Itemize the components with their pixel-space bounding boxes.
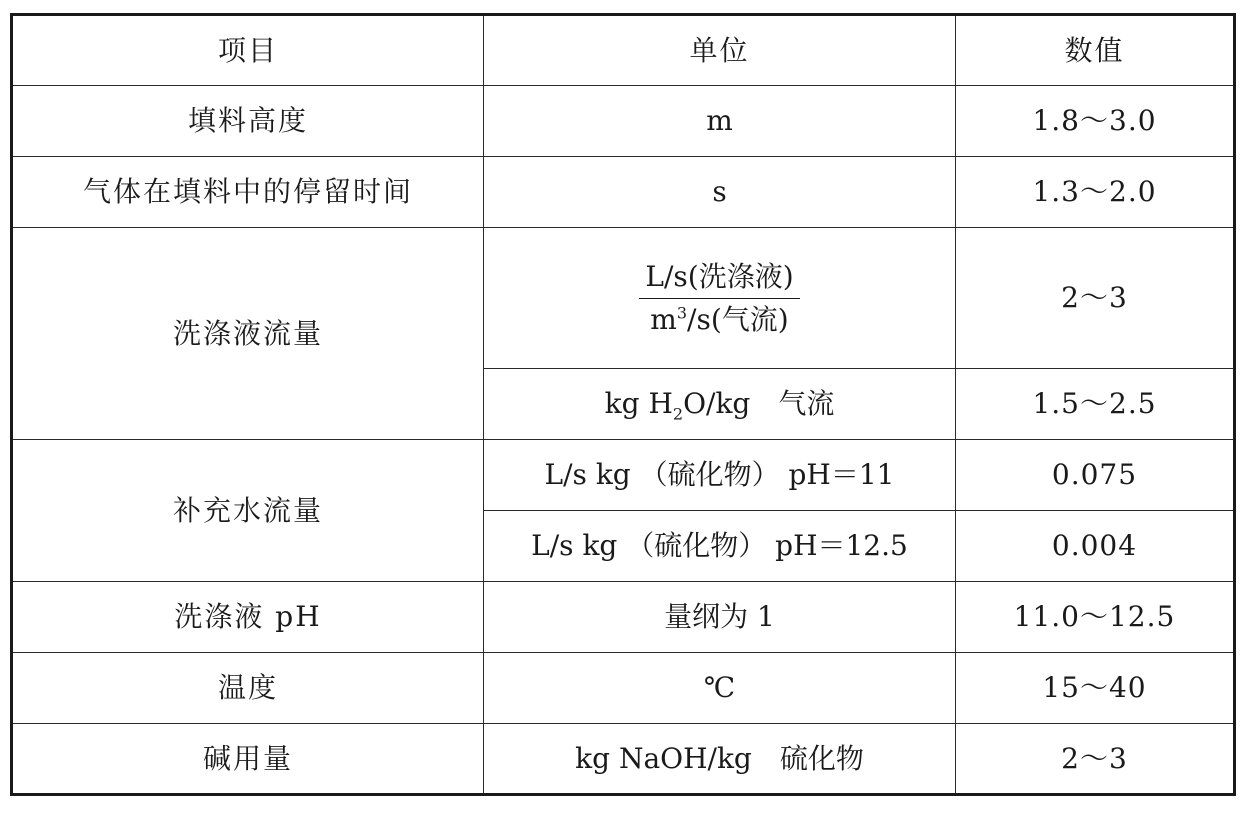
value-scrub-ph: 11.0～12.5: [956, 582, 1235, 653]
table-row: [12, 86, 1235, 157]
unit-gas-residence: s: [484, 157, 956, 228]
unit-packing-height: m: [484, 86, 956, 157]
item-scrub-ph: 洗涤液 pH: [12, 582, 484, 653]
value-packing-height: 1.8～3.0: [956, 86, 1235, 157]
unit2-post: O/kg 气流: [683, 387, 835, 421]
unit2-pre: kg H: [604, 387, 673, 421]
fraction-numerator: L/s(洗涤液): [639, 260, 799, 299]
unit-fraction: [639, 260, 799, 336]
value-alkali: 2～3: [956, 724, 1235, 795]
table-row: [12, 582, 1235, 653]
value-scrub-flow-ratio: 2～3: [956, 228, 1235, 369]
header-item: 项目: [12, 15, 484, 86]
value-makeup-ph11: 0.075: [956, 440, 1235, 511]
unit-scrub-ph: 量纲为 1: [484, 582, 956, 653]
table-header-row: [12, 15, 1235, 86]
fraction-denominator: [639, 299, 799, 337]
item-gas-residence: 气体在填料中的停留时间: [12, 157, 484, 228]
unit2-subscript: 2: [672, 404, 684, 424]
parameter-table-container: [10, 13, 1233, 794]
unit-temperature: ℃: [484, 653, 956, 724]
unit-scrub-flow-mass: [484, 369, 956, 440]
value-temperature: 15～40: [956, 653, 1235, 724]
den-post: /s(气流): [687, 302, 789, 336]
value-scrub-flow-mass: 1.5～2.5: [956, 369, 1235, 440]
unit-makeup-ph11: L/s kg （硫化物） pH＝11: [484, 440, 956, 511]
table-row: [12, 724, 1235, 795]
value-gas-residence: 1.3～2.0: [956, 157, 1235, 228]
den-pre: m: [650, 302, 677, 336]
parameter-table: [10, 13, 1236, 796]
unit-scrub-flow-ratio: [484, 228, 956, 369]
item-scrub-flow: 洗涤液流量: [12, 228, 484, 440]
table-row: [12, 440, 1235, 511]
header-unit: 单位: [484, 15, 956, 86]
den-superscript: 3: [676, 303, 688, 323]
item-alkali: 碱用量: [12, 724, 484, 795]
item-packing-height: 填料高度: [12, 86, 484, 157]
table-row: [12, 157, 1235, 228]
unit-makeup-ph125: L/s kg （硫化物） pH＝12.5: [484, 511, 956, 582]
item-temperature: 温度: [12, 653, 484, 724]
header-value: 数值: [956, 15, 1235, 86]
unit-alkali: kg NaOH/kg 硫化物: [484, 724, 956, 795]
value-makeup-ph125: 0.004: [956, 511, 1235, 582]
table-row: [12, 228, 1235, 369]
item-makeup-water: 补充水流量: [12, 440, 484, 582]
table-row: [12, 653, 1235, 724]
